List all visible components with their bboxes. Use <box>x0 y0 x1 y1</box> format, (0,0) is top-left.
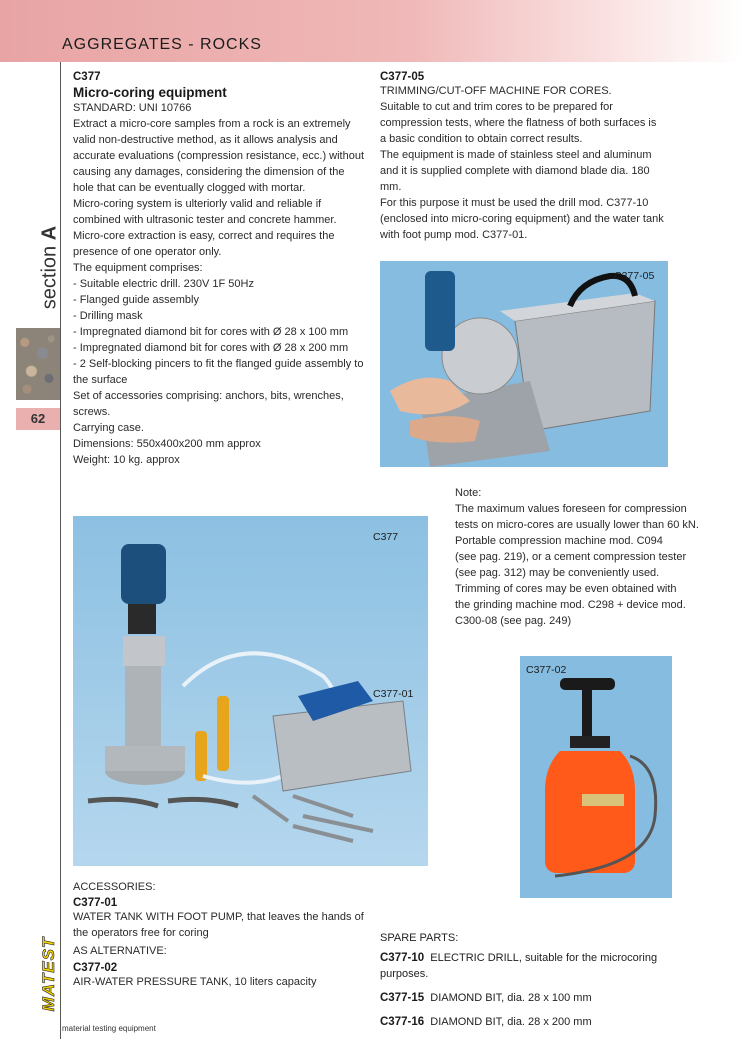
c37705-block <box>380 71 665 243</box>
micro-coring-photo <box>73 516 428 866</box>
c377-tail-line: Carrying case. <box>73 422 144 434</box>
c377-paragraph: The equipment comprises: <box>73 262 203 274</box>
note-line: Portable compression machine mod. C094 <box>455 535 663 547</box>
spare-part-row <box>380 990 700 1006</box>
note-line: tests on micro-cores are usually lower than 60 kN. <box>455 519 699 531</box>
page-number: 62 <box>30 411 46 426</box>
cutoff-machine-photo <box>380 261 668 467</box>
spare-part-text: DIAMOND BIT, dia. 28 x 200 mm <box>430 1016 592 1028</box>
section-prefix: section <box>38 245 61 310</box>
note-line: Trimming of cores may be even obtained with <box>455 583 677 595</box>
accessories-heading: ACCESSORIES: <box>73 881 156 893</box>
cutoff-photo-label: C377-05 <box>614 270 655 282</box>
spare-part-text: DIAMOND BIT, dia. 28 x 100 mm <box>430 992 592 1004</box>
c37705-title: TRIMMING/CUT-OFF MACHINE FOR CORES. <box>380 85 612 97</box>
spare-part-code: C377-16 <box>380 1016 425 1028</box>
spare-parts-block <box>380 930 700 1030</box>
c377-title: Micro-coring equipment <box>73 85 227 100</box>
page-title: AGGREGATES - ROCKS <box>62 36 262 53</box>
margin-rule <box>60 62 61 1039</box>
c377-code: C377 <box>73 71 101 83</box>
spare-part-code: C377-10 <box>380 952 425 964</box>
c37705-paragraph: The equipment is made of stainless steel and aluminum and it is supplied complete with diamond blade dia. 180 mm. <box>380 149 652 193</box>
c377-paragraph: Extract a micro-core samples from a rock is an extremely valid non-destructive method, as it allows analysis and accurate evaluations (compression resistance, ecc.) without causing any damages, considering the dimension of the hole that can be eventually clogged with mortar. <box>73 118 365 194</box>
cutoff-machine-illustration <box>380 261 668 467</box>
c37705-paragraph: Suitable to cut and trim cores to be prepared for compression tests, where the flatness of both surfaces is a basic condition to obtain correct results. <box>380 101 657 145</box>
c377-list-item: - 2 Self-blocking pincers to fit the flanged guide assembly to the surface <box>73 358 364 386</box>
c377-tail-line: Set of accessories comprising: anchors, bits, wrenches, screws. <box>73 390 344 418</box>
accessory-text: AIR-WATER PRESSURE TANK, 10 liters capacity <box>73 976 317 988</box>
accessory-code: C377-02 <box>73 962 118 974</box>
footer-tagline: material testing equipment <box>62 1024 156 1033</box>
c377-standard: STANDARD: UNI 10766 <box>73 102 192 114</box>
pressure-tank-illustration <box>520 656 672 898</box>
note-heading: Note: <box>455 487 482 499</box>
page-number-box <box>16 408 60 430</box>
accessories-block <box>73 879 373 990</box>
main-photo-label: C377 <box>373 531 399 543</box>
spare-parts-heading: SPARE PARTS: <box>380 932 459 944</box>
c377-list-item: - Suitable electric drill. 230V 1F 50Hz <box>73 278 254 290</box>
c377-tail-line: Weight: 10 kg. approx <box>73 454 180 466</box>
spare-part-row <box>380 950 700 982</box>
note-line: (see pag. 312) may be conveniently used. <box>455 567 660 579</box>
c377-paragraph: Micro-core extraction is easy, correct and requires the presence of one operator only. <box>73 230 335 258</box>
pressure-tank-photo <box>520 656 672 898</box>
tank-photo-label: C377-02 <box>526 664 567 676</box>
accessories-alternative: AS ALTERNATIVE: <box>73 945 167 957</box>
section-letter: A <box>38 225 61 241</box>
accessory-text: WATER TANK WITH FOOT PUMP, that leaves the hands of the operators free for coring <box>73 911 364 939</box>
rocks-thumbnail <box>16 328 60 400</box>
logo-text: MATEST <box>39 936 58 1012</box>
spare-part-code: C377-15 <box>380 992 425 1004</box>
matest-logo <box>38 930 60 1020</box>
main-photo-label-2: C377-01 <box>373 688 414 700</box>
c377-list-item: - Drilling mask <box>73 310 143 322</box>
c377-list-item: - Impregnated diamond bit for cores with Ø 28 x 100 mm <box>73 326 349 338</box>
note-line: the grinding machine mod. C298 + device mod. <box>455 599 686 611</box>
spare-part-row <box>380 1014 700 1030</box>
c37705-paragraph: For this purpose it must be used the drill mod. C377-10 (enclosed into micro-coring equipment) and the water tank with foot pump mod. C377-01. <box>380 197 664 241</box>
note-line: (see pag. 219), or a cement compression tester <box>455 551 687 563</box>
c377-paragraph: Micro-coring system is ulteriorly valid and reliable if combined with ultrasonic tester and concrete hammer. <box>73 198 337 226</box>
spare-part-text: ELECTRIC DRILL, suitable for the microcoring purposes. <box>380 952 658 980</box>
c377-tail-line: Dimensions: 550x400x200 mm approx <box>73 438 261 450</box>
c37705-code: C377-05 <box>380 71 425 83</box>
note-line: C300-08 (see pag. 249) <box>455 615 572 627</box>
note-block <box>455 485 705 629</box>
note-line: The maximum values foreseen for compression <box>455 503 687 515</box>
c377-list-item: - Impregnated diamond bit for cores with Ø 28 x 200 mm <box>73 342 349 354</box>
c377-block <box>73 71 365 468</box>
section-label <box>38 220 64 320</box>
c377-list-item: - Flanged guide assembly <box>73 294 199 306</box>
accessory-code: C377-01 <box>73 897 118 909</box>
